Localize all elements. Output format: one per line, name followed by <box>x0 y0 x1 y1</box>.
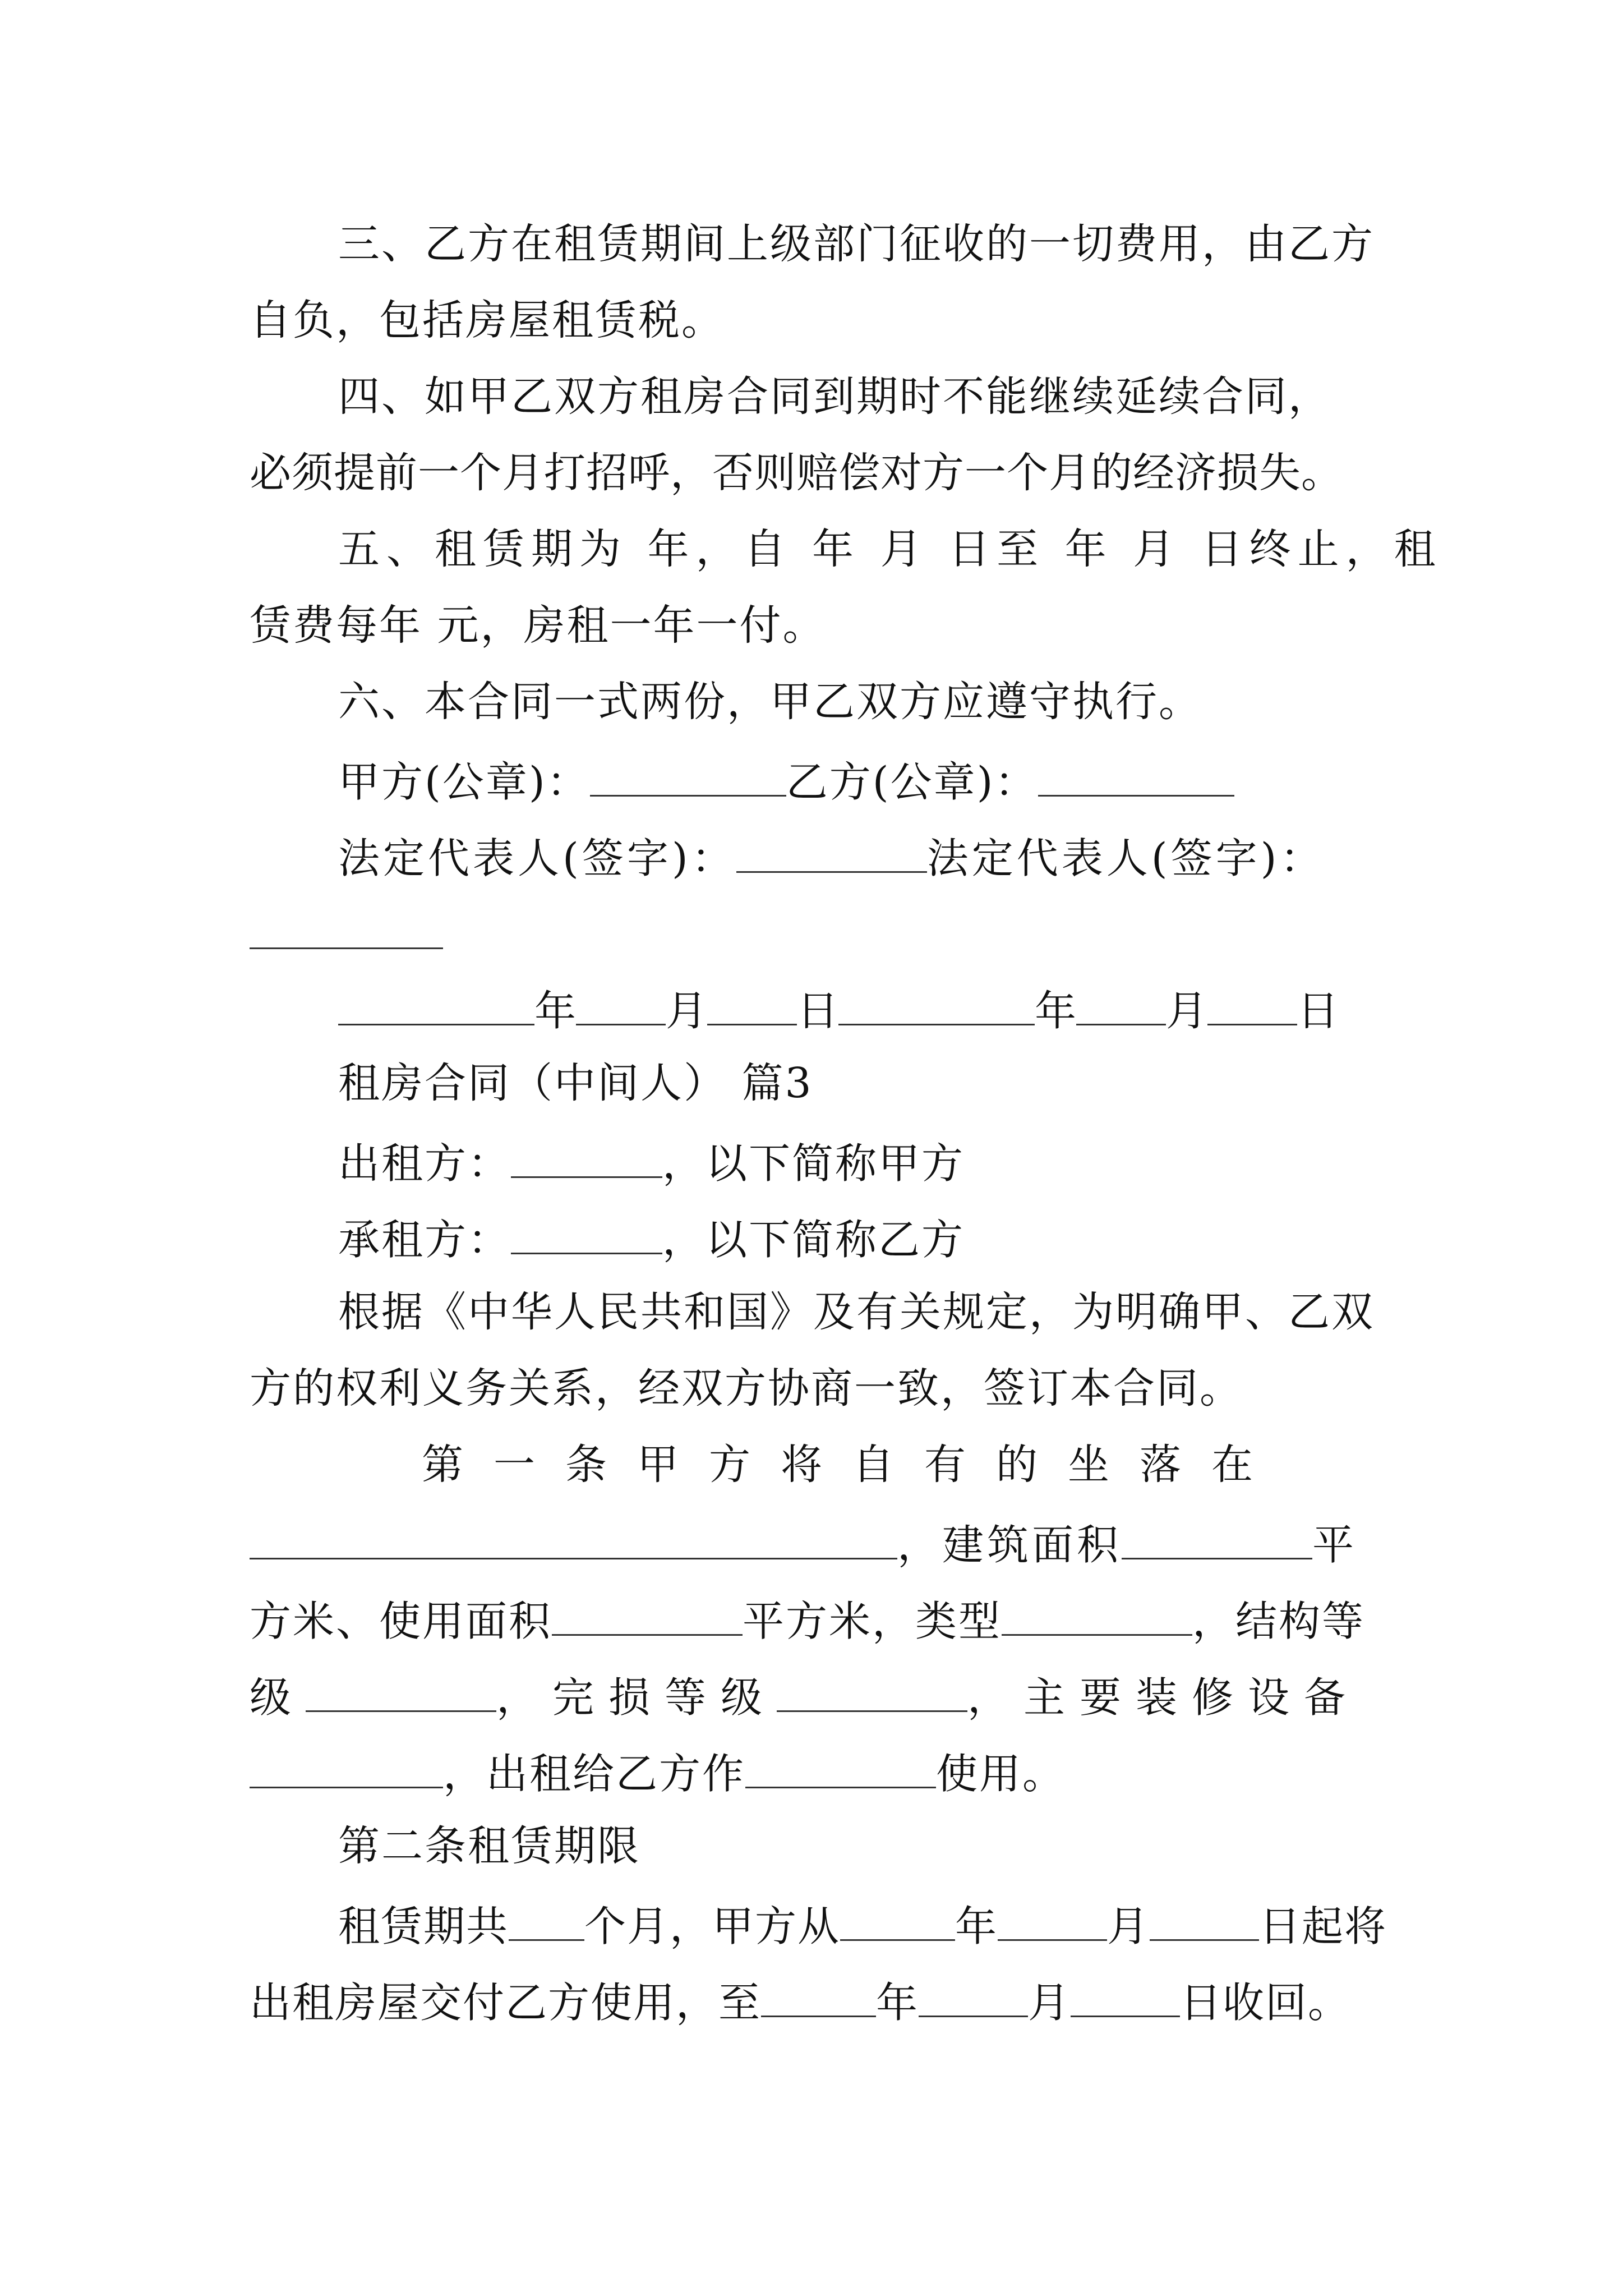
date-a-year-blank[interactable] <box>338 986 534 1025</box>
start-month-label: 月 <box>1107 1902 1150 1951</box>
article-1-line-1: 第一条甲方将自有的坐落在 <box>422 1441 1283 1489</box>
legal-rep-a-blank[interactable] <box>736 834 927 873</box>
use-area-blank[interactable] <box>552 1596 743 1636</box>
location-blank[interactable] <box>250 1520 897 1559</box>
unit-ping-label: 平 <box>1312 1521 1357 1570</box>
date-line <box>338 986 1339 1036</box>
damage-grade-label: ，完损等级 <box>496 1673 777 1722</box>
preamble-line-1: 根据《中华人民共和国》及有关规定，为明确甲、乙双 <box>338 1288 1375 1336</box>
lessee-label: 承租方： <box>338 1216 511 1264</box>
rent-to-label: ，出租给乙方作 <box>443 1750 745 1798</box>
party-a-seal-blank[interactable] <box>590 757 786 797</box>
date-b-day-blank[interactable] <box>1207 986 1297 1025</box>
date-b-day-label: 日 <box>1297 987 1339 1036</box>
legal-rep-a-label: 法定代表人(签字)： <box>338 834 736 883</box>
legal-rep-b-label: 法定代表人(签字)： <box>926 834 1325 883</box>
end-day-blank[interactable] <box>1071 1978 1180 2017</box>
end-month-label: 月 <box>1028 1978 1071 2027</box>
start-year-blank[interactable] <box>840 1902 955 1941</box>
start-day-label: 日起将 <box>1259 1902 1387 1951</box>
date-b-year-label: 年 <box>1035 987 1076 1036</box>
lessor-blank[interactable] <box>511 1139 662 1178</box>
end-year-blank[interactable] <box>761 1978 876 2017</box>
date-a-month-label: 月 <box>666 987 707 1036</box>
start-month-blank[interactable] <box>998 1902 1107 1941</box>
end-day-label: 日收回。 <box>1180 1978 1350 2027</box>
article-1-line-2 <box>250 1520 1357 1570</box>
clause-5-line-2: 赁费每年 元，房租一年一付。 <box>250 601 826 650</box>
article-2-line-1 <box>338 1902 1387 1951</box>
end-month-blank[interactable] <box>919 1978 1028 2017</box>
preamble-line-2: 方的权利义务关系，经双方协商一致，签订本合同。 <box>250 1364 1243 1412</box>
party-a-seal-label: 甲方(公章)： <box>338 758 590 807</box>
use-label: 使用。 <box>936 1750 1066 1798</box>
term-label: 租赁期共 <box>338 1902 509 1951</box>
section-3-heading: 租房合同（中间人） 篇3 <box>338 1059 813 1107</box>
start-year-label: 年 <box>955 1902 998 1951</box>
clause-3-line-1: 三、乙方在租赁期间上级部门征收的一切费用，由乙方 <box>338 220 1375 268</box>
clause-4-line-2: 必须提前一个月打招呼，否则赔偿对方一个月的经济损失。 <box>250 449 1343 497</box>
build-area-label: ，建筑面积 <box>897 1521 1122 1570</box>
structure-label: ，结构等 <box>1192 1597 1365 1646</box>
decor-label: ，主要装修设备 <box>967 1673 1360 1722</box>
legal-rep-b-line <box>250 910 443 956</box>
clause-5-line-1: 五、租赁期为 年，自 年 月 日至 年 月 日终止，租 <box>338 525 1442 573</box>
lessor-suffix: ，以下简称甲方 <box>662 1139 965 1188</box>
date-a-day-label: 日 <box>797 987 838 1036</box>
use-area-label: 方米、使用面积 <box>250 1597 552 1646</box>
end-year-label: 年 <box>876 1978 919 2027</box>
article-2-title: 第二条租赁期限 <box>338 1822 640 1870</box>
date-a-day-blank[interactable] <box>707 986 797 1025</box>
date-b-month-blank[interactable] <box>1076 986 1166 1025</box>
structure-grade-blank[interactable] <box>306 1673 496 1712</box>
build-area-blank[interactable] <box>1122 1520 1312 1559</box>
article-2-line-2 <box>250 1978 1350 2027</box>
start-day-blank[interactable] <box>1150 1902 1259 1941</box>
lessee-line <box>338 1215 965 1264</box>
deliver-label: 出租房屋交付乙方使用，至 <box>250 1978 761 2027</box>
lessee-suffix: ，以下简称乙方 <box>662 1216 965 1264</box>
article-1-line-4 <box>250 1673 1360 1722</box>
grade-label: 级 <box>250 1673 306 1722</box>
use-purpose-blank[interactable] <box>745 1749 936 1788</box>
seal-line <box>338 757 1234 807</box>
date-b-month-label: 月 <box>1166 987 1207 1036</box>
lessee-blank[interactable] <box>511 1215 662 1254</box>
decor-blank[interactable] <box>250 1749 443 1788</box>
lessor-line <box>338 1139 965 1188</box>
date-a-month-blank[interactable] <box>576 986 666 1025</box>
legal-rep-b-blank[interactable] <box>250 910 443 949</box>
clause-4-line-1: 四、如甲乙双方租房合同到期时不能继续延续合同， <box>338 372 1331 421</box>
damage-grade-blank[interactable] <box>777 1673 967 1712</box>
type-blank[interactable] <box>1002 1596 1192 1636</box>
date-a-year-label: 年 <box>534 987 576 1036</box>
clause-6: 六、本合同一式两份，甲乙双方应遵守执行。 <box>338 678 1202 726</box>
lessor-label: 出租方： <box>338 1139 511 1188</box>
clause-3-line-2: 自负，包括房屋租赁税。 <box>250 296 725 344</box>
term-months-blank[interactable] <box>509 1902 584 1941</box>
article-1-line-3 <box>250 1596 1365 1646</box>
type-label: 平方米，类型 <box>743 1597 1002 1646</box>
from-label: 个月，甲方从 <box>584 1902 840 1951</box>
party-b-seal-blank[interactable] <box>1038 757 1234 797</box>
article-1-line-5 <box>250 1749 1066 1798</box>
legal-rep-line <box>338 834 1325 883</box>
date-b-year-blank[interactable] <box>838 986 1035 1025</box>
party-b-seal-label: 乙方(公章)： <box>786 758 1038 807</box>
